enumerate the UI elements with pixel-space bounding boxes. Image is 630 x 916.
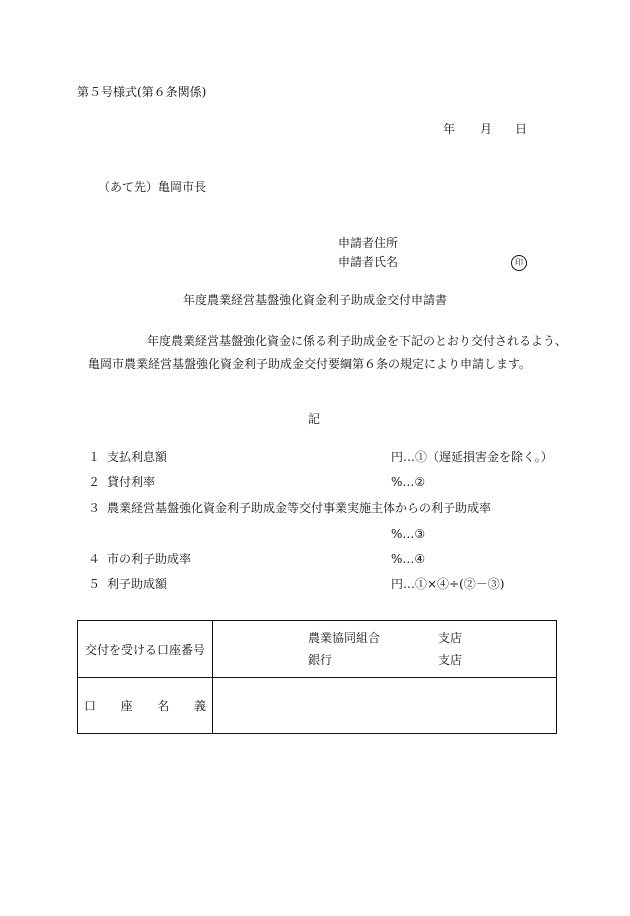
item-number: ２: [88, 475, 101, 489]
holder-char: 義: [193, 699, 206, 713]
applicant-name-label: 申請者氏名: [338, 255, 399, 269]
item-label: 農業経営基盤強化資金利子助成金等交付事業実施主体からの利子助成率: [107, 501, 492, 515]
seal-mark: 印: [511, 255, 527, 271]
item-value: 円…①×④÷(②－③): [391, 577, 505, 591]
body-line-1: 年度農業経営基盤強化資金に係る利子助成金を下記のとおり交付されるよう、: [147, 334, 568, 348]
item-value: 円…①（遅延損害金を除く。）: [391, 450, 553, 464]
item-number: ３: [88, 501, 101, 515]
item-value: %…③: [391, 527, 426, 541]
item-label: 支払利息額: [107, 450, 168, 464]
account-number-label: 交付を受ける口座番号: [78, 621, 213, 678]
bank-ja-name: 農業協同組合: [308, 631, 381, 645]
item-label: 利子助成額: [107, 577, 168, 591]
account-holder-value: [213, 678, 557, 734]
bank-name: 銀行: [308, 653, 333, 667]
applicant-address-label: 申請者住所: [338, 236, 399, 250]
ki-heading: 記: [308, 412, 321, 426]
account-table: [77, 620, 557, 734]
date-month: 月: [480, 122, 493, 136]
item-number: ４: [88, 552, 101, 566]
addressee: （あて先）亀岡市長: [98, 180, 207, 194]
item-label: 市の利子助成率: [107, 552, 192, 566]
account-number-row: [78, 621, 557, 678]
item-value: %…②: [391, 475, 426, 489]
bank-cell: [213, 621, 557, 678]
date-year: 年: [443, 122, 456, 136]
body-line-2: 亀岡市農業経営基盤強化資金利子助成金交付要綱第６条の規定により申請します。: [88, 357, 532, 371]
item-number: １: [88, 450, 101, 464]
document-title: 年度農業経営基盤強化資金利子助成金交付申請書: [183, 293, 448, 307]
bank-line-bank: [213, 649, 556, 671]
bank-ja-branch: 支店: [438, 631, 463, 645]
account-holder-label: [78, 678, 213, 734]
date-day: 日: [515, 122, 528, 136]
form-number: 第５号様式(第６条関係): [77, 85, 207, 99]
bank-line-ja: [213, 627, 556, 649]
item-number: ５: [88, 577, 101, 591]
holder-char: 名: [157, 699, 170, 713]
holder-char: 座: [120, 699, 133, 713]
account-holder-row: [78, 678, 557, 734]
holder-char: 口: [84, 699, 97, 713]
item-label: 貸付利率: [107, 475, 156, 489]
bank-branch: 支店: [438, 653, 463, 667]
item-value: %…④: [391, 552, 426, 566]
